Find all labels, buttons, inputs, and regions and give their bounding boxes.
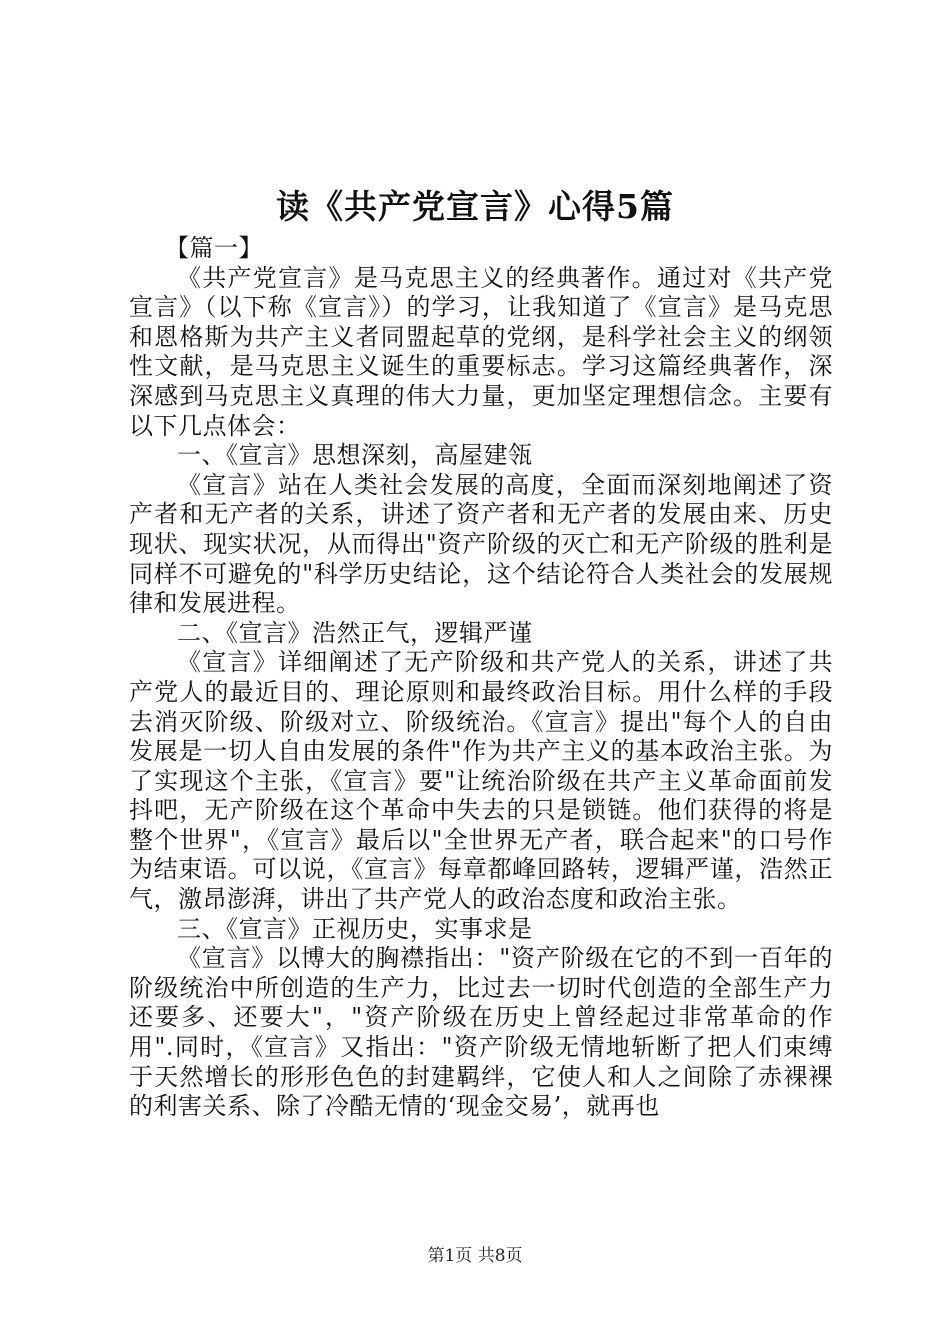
- paragraph-two: 《宣言》详细阐述了无产阶级和共产党人的关系，讲述了共产党人的最近目的、理论原则和最终政治目标。用什么样的手段去消灭阶级、阶级对立、阶级统治。《宣言》提出"每个人的自由发展是一切人自由发展的条件"作为共产主义的基本政治主张。为了实现这个主张，《宣言》要"让统治阶级在共产主义革命面前发抖吧，无产阶级在这个革命中失去的只是锁链。他们获得的将是整个世界"，《宣言》最后以"全世界无产者，联合起来"的口号作为结束语。可以说，《宣言》每章都峰回路转，逻辑严谨，浩然正气，激昂澎湃，讲出了共产党人的政治态度和政治主张。: [129, 648, 833, 914]
- document-body: [129, 234, 833, 1122]
- heading-two: 二、《宣言》浩然正气，逻辑严谨: [177, 618, 533, 647]
- section-label: 【篇一】: [165, 234, 263, 262]
- heading-one: 一、《宣言》思想深刻，高屋建瓴: [177, 441, 533, 470]
- paragraph-three: 《宣言》以博大的胸襟指出："资产阶级在它的不到一百年的阶级统治中所创造的生产力，比过去一切时代创造的全部生产力还要多、还要大"，"资产阶级在历史上曾经起过非常革命的作用".同时，《宣言》又指出："资产阶级无情地斩断了把人们束缚于天然增长的形形色色的封建羁绊，它使人和人之间除了赤裸裸的利害关系、除了冷酷无情的‘现金交易’，就再也: [129, 944, 833, 1121]
- document-title: 读《共产党宣言》心得5篇: [276, 187, 674, 226]
- page-footer: 第1页 共8页: [427, 1246, 523, 1266]
- heading-three: 三、《宣言》正视历史，实事求是: [177, 914, 533, 943]
- intro-paragraph: 《共产党宣言》是马克思主义的经典著作。通过对《共产党宣言》（以下称《宣言》）的学习，让我知道了《宣言》是马克思和恩格斯为共产主义者同盟起草的党纲，是科学社会主义的纲领性文献，是马克思主义诞生的重要标志。学习这篇经典著作，深深感到马克思主义真理的伟大力量，更加坚定理想信念。主要有以下几点体会：: [129, 263, 833, 440]
- paragraph-one: 《宣言》站在人类社会发展的高度，全面而深刻地阐述了资产者和无产者的关系，讲述了资产者和无产者的发展由来、历史现状、现实状况，从而得出"资产阶级的灭亡和无产阶级的胜利是同样不可避免的"科学历史结论，这个结论符合人类社会的发展规律和发展进程。: [129, 470, 833, 618]
